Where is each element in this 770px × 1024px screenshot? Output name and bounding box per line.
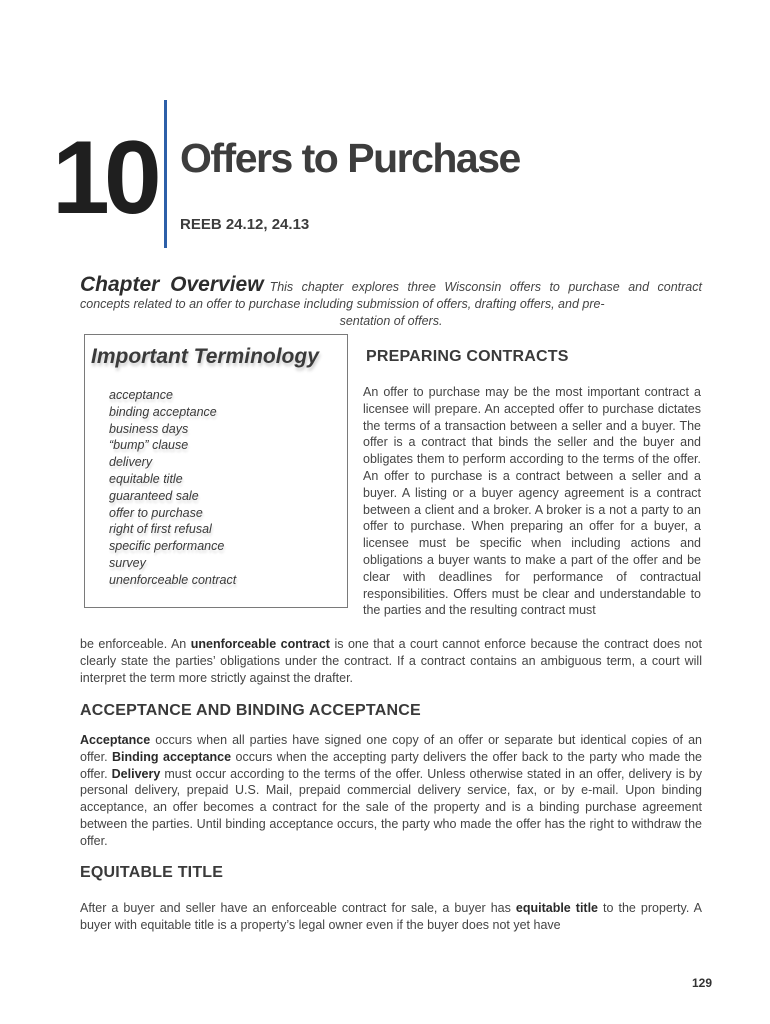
chapter-title: Offers to Purchase: [180, 135, 520, 181]
term-item: specific performance: [109, 539, 225, 554]
terminology-list: [109, 387, 236, 589]
term-item: guaranteed sale: [109, 488, 199, 503]
term-item: delivery: [109, 455, 153, 470]
chapter-divider: [164, 100, 167, 248]
preparing-paragraph-continued: [80, 636, 702, 686]
term-item: right of first refusal: [109, 522, 212, 537]
term-item: acceptance: [109, 388, 173, 402]
chapter-number: 10: [52, 120, 156, 236]
term-item: survey: [109, 555, 146, 570]
text-run: occurs when all parties have signed one copy of an offer or separate but identical copies of an offer.: [80, 733, 702, 764]
overview-text-end: sentation of offers.: [339, 314, 443, 328]
overview-label: Chapter Overview: [80, 273, 264, 296]
text-run: occurs when the accepting party delivers the offer back to the party who made the offer.: [80, 749, 702, 781]
key-term: Delivery: [111, 766, 161, 781]
text-run: After a buyer and seller have an enforceable contract for sale, a buyer has: [80, 901, 516, 915]
key-term: Acceptance: [80, 733, 151, 747]
section-heading-equitable-title: EQUITABLE TITLE: [80, 864, 224, 881]
key-term: Binding acceptance: [112, 749, 232, 764]
term-item: binding acceptance: [109, 404, 217, 419]
chapter-subtitle: REEB 24.12, 24.13: [180, 216, 310, 233]
overview-text: This chapter explores three Wisconsin offers to purchase and contract concepts related to an offer to purchase including submission of offers, drafting offers, and pre-: [80, 280, 702, 311]
section-heading-acceptance: ACCEPTANCE AND BINDING ACCEPTANCE: [80, 702, 421, 719]
preparing-paragraph: An offer to purchase may be the most important contract a licensee will prepare. An accepted offer to purchase dictates the terms of a transaction between a seller and a buyer. The offer is a contract that binds the seller and the buyer and obligates them to perform according to the terms of the offer. An offer to purchase is a contract between a seller and a buyer. A listing or a buyer agency agreement is a contract between a client and a broker. A broker is a not a party to an offer to purchase. When preparing an offer for a buyer, a licensee must be specific when including actions and obligations a buyer wants to make a part of the offer and be clear with deadlines for performance of contractual responsibilities. Offers must be clear and understandable to the parties and the resulting contract must: [363, 385, 701, 618]
key-term: unenforceable contract: [190, 637, 330, 651]
page-number: 129: [692, 976, 713, 990]
text-run: must occur according to the terms of the offer. Unless otherwise stated in an offer, delivery is by personal delivery, prepaid U.S. Mail, prepaid commercial delivery service, fax, or by e-mail. Upon binding acceptance, an offer becomes a contract for the sale of the property and is a binding purchase agreement between the parties. Until binding acceptance occurs, the party who made the offer has the right to withdraw the offer.: [80, 766, 702, 848]
term-item: offer to purchase: [109, 505, 203, 520]
terminology-box: [84, 334, 348, 608]
text-run: is one that a court cannot enforce because the contract does not clearly state the parties’ obligations under the contract. If a contract contains an ambiguous term, a court will interpret the term more strictly against the drafter.: [80, 637, 702, 685]
term-item: “bump” clause: [109, 438, 189, 453]
text-run: to the property. A buyer with equitable title is a property’s legal owner even if the buyer does not yet have: [80, 901, 702, 932]
terminology-title: Important Terminology: [91, 345, 319, 368]
text-run: be enforceable. An: [80, 637, 191, 651]
term-item: equitable title: [109, 471, 183, 486]
term-item: business days: [109, 421, 189, 436]
acceptance-paragraph: [80, 732, 702, 850]
equitable-title-paragraph: [80, 900, 702, 934]
term-item: unenforceable contract: [109, 572, 237, 587]
chapter-overview: [80, 273, 702, 330]
key-term: equitable title: [515, 901, 599, 915]
section-heading-preparing: PREPARING CONTRACTS: [366, 348, 569, 365]
